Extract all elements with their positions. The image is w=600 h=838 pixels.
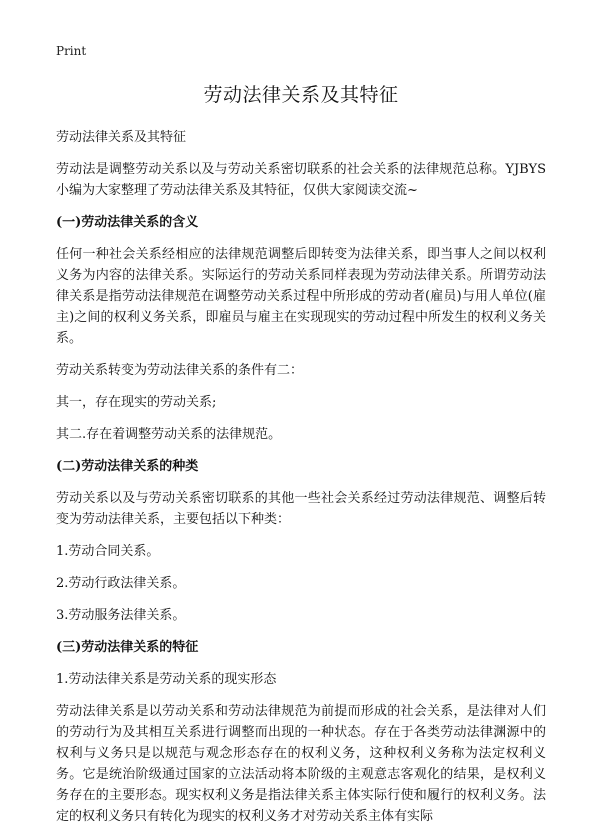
section-heading-1: (一)劳动法律关系的含义	[56, 215, 199, 230]
section2-list-item: 3.劳动服务法律关系。	[56, 608, 186, 623]
section2-list-item: 2.劳动行政法律关系。	[56, 576, 186, 591]
section2-list-item: 1.劳动合同关系。	[56, 544, 160, 559]
section1-paragraph: 任何一种社会关系经相应的法律规范调整后即转变为法律关系，即当事人之间以权利义务为内容的法律关系。实际运行的劳动关系同样表现为劳动法律关系。所谓劳动法律关系是指劳动法律规范在调整劳动关系过程中所形成的劳动者(雇员)与用人单位(雇主)之间的权利义务关系，即雇员与雇主在实现现实的劳动过程中所发生的权利义务关系。	[56, 247, 546, 346]
section1-paragraph: 劳动关系转变为劳动法律关系的条件有二：	[56, 363, 304, 378]
section-heading-2: (二)劳动法律关系的种类	[56, 459, 199, 474]
document-page	[56, 44, 546, 838]
section3-paragraph: 劳动法律关系是以劳动关系和劳动法律规范为前提而形成的社会关系，是法律对人们的劳动行为及其相互关系进行调整而出现的一种状态。存在于各类劳动法律渊源中的权利与义务只是以规范与观念形态存在的权利义务，这种权利义务称为法定权利义务。它是统治阶级通过国家的立法活动将本阶级的主观意志客观化的结果，是权利义务存在的主要形态。现实权利义务是指法律关系主体实际行使和履行的权利义务。法定的权利义务只有转化为现实的权利义务才对劳动关系主体有实际	[56, 704, 546, 824]
section-heading-3: (三)劳动法律关系的特征	[56, 640, 199, 655]
print-label[interactable]: Print	[56, 44, 87, 58]
section1-paragraph: 其二.存在着调整劳动关系的法律规范。	[56, 427, 282, 442]
section2-paragraph: 劳动关系以及与劳动关系密切联系的其他一些社会关系经过劳动法律规范、调整后转变为劳动法律关系，主要包括以下种类：	[56, 491, 546, 527]
subtitle: 劳动法律关系及其特征	[56, 130, 187, 145]
section3-paragraph: 1.劳动法律关系是劳动关系的现实形态	[56, 672, 277, 687]
section1-paragraph: 其一，存在现实的劳动关系;	[56, 395, 217, 410]
intro-paragraph: 劳动法是调整劳动关系以及与劳动关系密切联系的社会关系的法律规范总称。YJBYS小编为大家整理了劳动法律关系及其特征，仅供大家阅读交流~	[56, 162, 546, 198]
page-title: 劳动法律关系及其特征	[203, 84, 399, 106]
